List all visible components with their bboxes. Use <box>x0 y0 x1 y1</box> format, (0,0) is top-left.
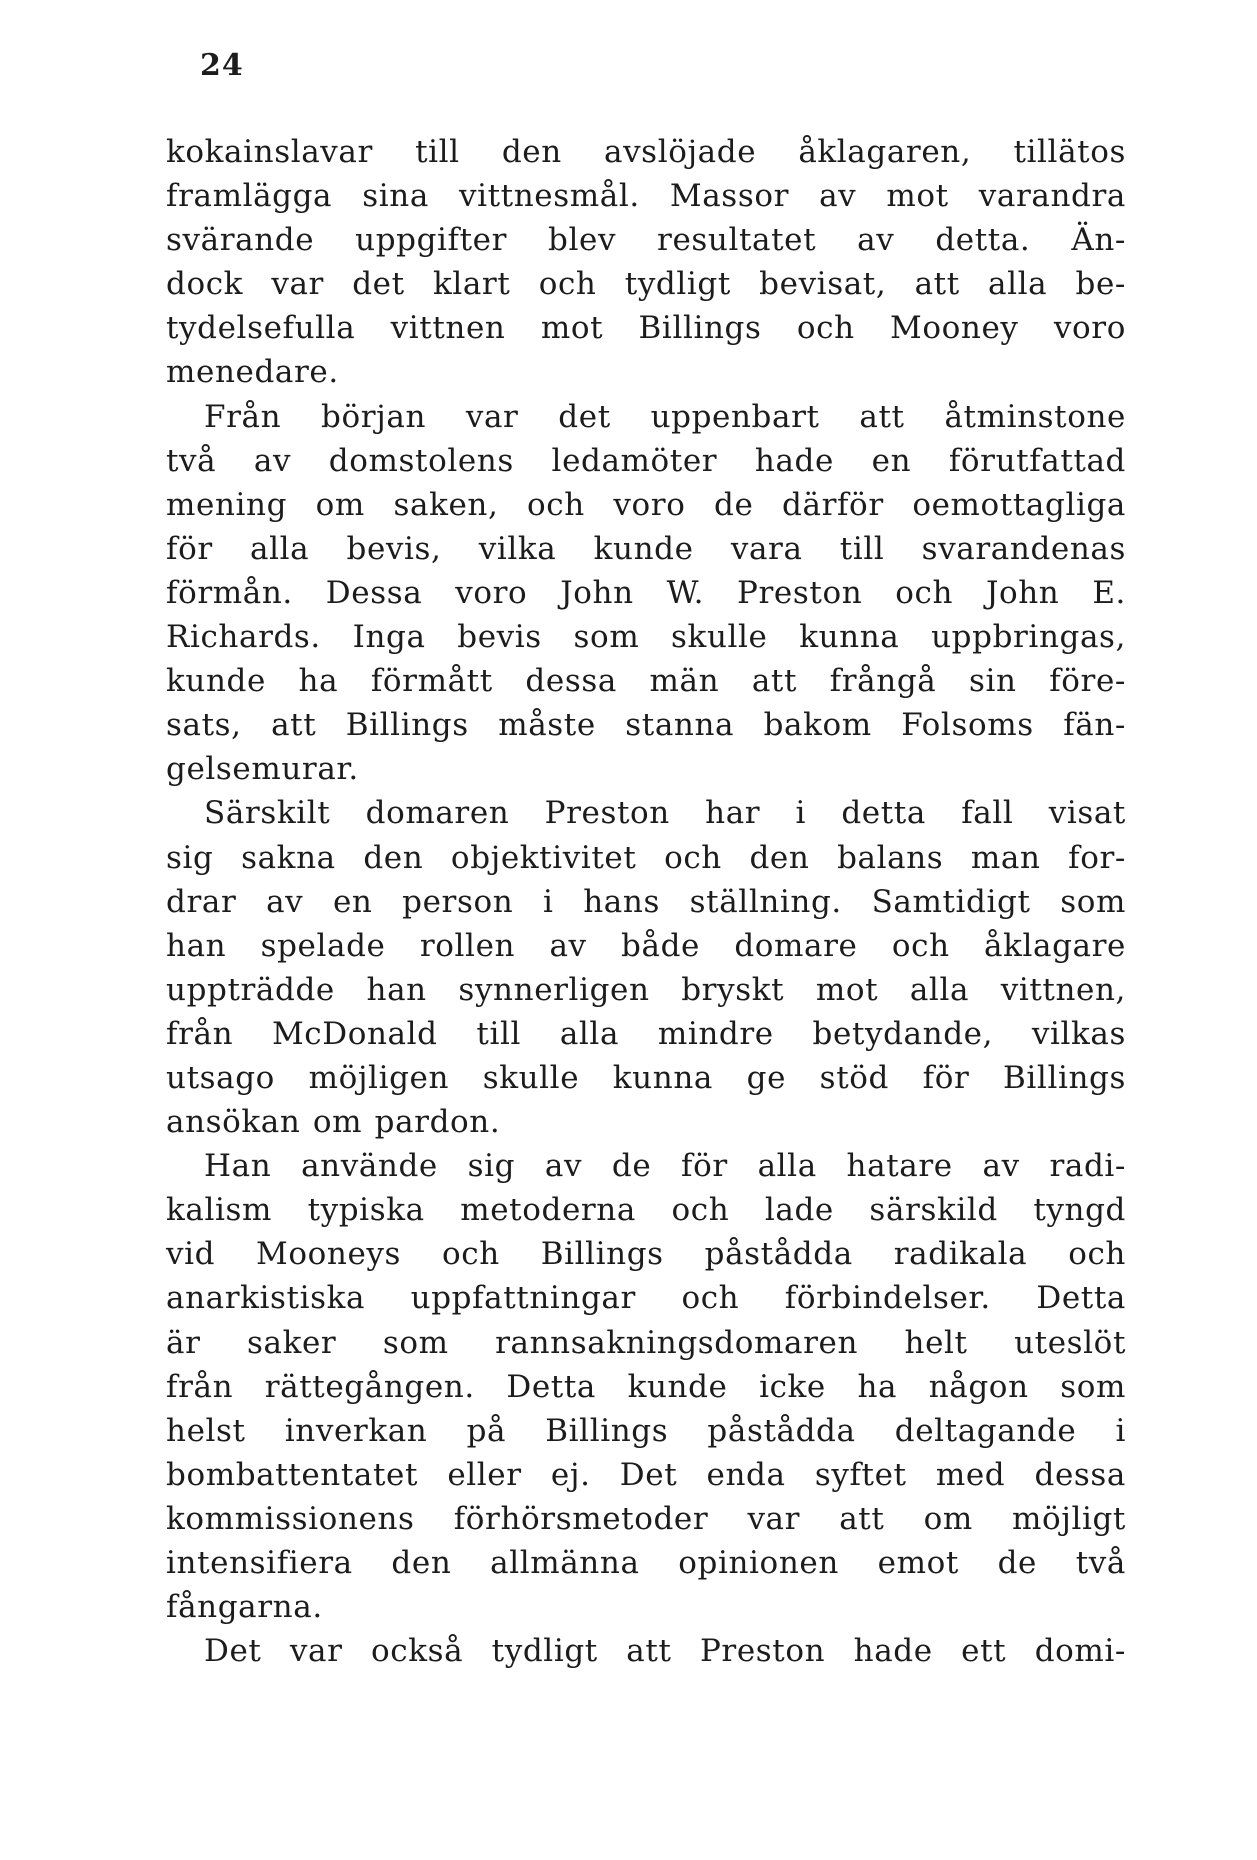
text-line: två av domstolens ledamöter hade en förutfattad <box>166 442 1126 479</box>
text-line: bombattentatet eller ej. Det enda syftet med dessa <box>166 1456 1126 1493</box>
text-line: förmån. Dessa voro John W. Preston och John E. <box>166 574 1126 611</box>
text-line: vid Mooneys och Billings påstådda radikala och <box>166 1236 1126 1273</box>
text-line: kokainslavar till den avslöjade åklagaren, tillätos <box>166 134 1126 170</box>
text-line: kommissionens förhörsmetoder var att om möjligt <box>166 1500 1126 1537</box>
text-line: ansökan om pardon. <box>166 1104 501 1141</box>
text-line: kunde ha förmått dessa män att frångå sin före- <box>166 663 1126 700</box>
text-line: anarkistiska uppfattningar och förbindelser. Detta <box>166 1280 1126 1317</box>
text-line: sats, att Billings måste stanna bakom Folsoms fän- <box>166 707 1126 744</box>
text-line: är saker som rannsakningsdomaren helt uteslöt <box>166 1324 1126 1361</box>
text-line: Särskilt domaren Preston har i detta fall visat <box>204 795 1126 832</box>
text-line: sig sakna den objektivitet och den balans man for- <box>166 839 1126 876</box>
text-line: menedare. <box>166 354 339 391</box>
text-line: intensifiera den allmänna opinionen emot de två <box>166 1545 1126 1581</box>
text-line: framlägga sina vittnesmål. Massor av mot varandra <box>166 178 1126 215</box>
text-line: Richards. Inga bevis som skulle kunna uppbringas, <box>166 619 1126 656</box>
text-line: kalism typiska metoderna och lade särskild tyngd <box>166 1192 1126 1229</box>
text-line: drar av en person i hans ställning. Samtidigt som <box>166 883 1126 920</box>
text-line: för alla bevis, vilka kunde vara till svarandenas <box>166 530 1126 567</box>
text-line: uppträdde han synnerligen bryskt mot alla vittnen, <box>166 971 1126 1008</box>
text-line: fångarna. <box>166 1589 323 1626</box>
text-line: från McDonald till alla mindre betydande, vilkas <box>166 1015 1126 1052</box>
text-line: Han använde sig av de för alla hatare av radi- <box>204 1148 1126 1185</box>
text-line: svärande uppgifter blev resultatet av detta. Än- <box>166 222 1126 259</box>
text-line: mening om saken, och voro de därför oemottagliga <box>166 486 1126 523</box>
body-text <box>166 130 1126 1673</box>
text-line: han spelade rollen av både domare och åklagare <box>166 927 1126 964</box>
text-line: Från början var det uppenbart att åtminstone <box>204 398 1126 435</box>
text-line: dock var det klart och tydligt bevisat, att alla be- <box>166 266 1126 303</box>
text-line: utsago möjligen skulle kunna ge stöd för Billings <box>166 1059 1126 1096</box>
text-line: gelsemurar. <box>166 751 359 788</box>
text-line: helst inverkan på Billings påstådda deltagande i <box>166 1412 1126 1449</box>
text-line: från rättegången. Detta kunde icke ha någon som <box>166 1368 1126 1405</box>
page-number: 24 <box>200 48 244 83</box>
text-line: Det var också tydligt att Preston hade ett domi- <box>204 1633 1126 1670</box>
text-line: tydelsefulla vittnen mot Billings och Mooney voro <box>166 310 1126 347</box>
